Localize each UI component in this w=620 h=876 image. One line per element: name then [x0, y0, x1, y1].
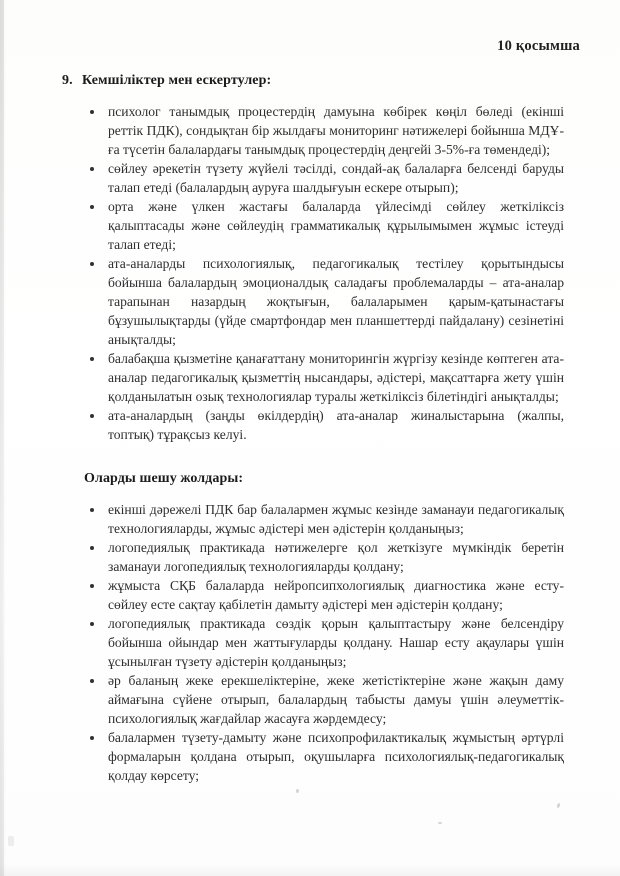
document-body — [62, 72, 564, 785]
list-item: ата-аналардың (заңды өкілдердің) ата-аналар жиналыстарына (жалпы, топтық) тұрақсыз келуі. — [84, 406, 564, 444]
list-item: жұмыста СҚБ балаларда нейропсипхологиялық диагностика және есту-сөйлеу есте сақтау қабілетін дамыту әдістері мен әдістерін қолдану; — [84, 576, 564, 614]
list-item: логопедиялық практикада нәтижелерге қол жеткізуге мүмкіндік беретін заманауи логопедиялық технологияларды қолдану; — [84, 538, 564, 576]
list-item: ата-аналарды психологиялық, педагогикалық тестілеу қорытындысы бойынша балалардың эмоционалдық саладағы проблемаларды – ата-аналар тарапынан назардың жоқтығын, балаларымен қарым-қатынастағы бұзушылықтарды (үйде смартфондар мен планшеттерді пайдалану) сезінетіні анықталды; — [84, 254, 564, 349]
list-item: балалармен түзету-дамыту және психопрофилактикалық жұмыстың әртүрлі формаларын қолдана отырып, оқушыларға психологиялық-педагогикалық қолдау көрсету; — [84, 728, 564, 785]
section-title: Оларды шешу жолдары: — [84, 471, 244, 487]
list-item: балабақша қызметіне қанағаттану мониторингін жүргізу кезінде көптеген ата-аналар педагогикалық қызметтің нысандары, әдістері, мақсаттарға жету үшін қолданылатын озық технологиялар туралы жеткіліксіз білетіндігі анықталды; — [84, 349, 564, 406]
list-item: екінші дәрежелі ПДК бар балалармен жұмыс кезінде заманауи педагогикалық технологияларды, жұмыс әдістері мен әдістерін қолданыңыз; — [84, 500, 564, 538]
list-item: сөйлеу әрекетін түзету жүйелі тәсілді, сондай-ақ балаларға белсенді баруды талап етеді (балалардың ауруға шалдығуын ескере отырып); — [84, 159, 564, 197]
section-title: Кемшіліктер мен ескертулер: — [82, 73, 272, 88]
list-item: логопедиялық практикада сөздік қорын қалыптастыру және белсендіру бойынша ойындар мен жаттығуларды қолдану. Нашар есту ақаулары үшін ұсынылған түзету әдістерін қолданыңыз; — [84, 614, 564, 671]
section-heading-solutions — [84, 470, 564, 488]
section-heading-shortcomings — [62, 72, 564, 90]
spacer — [62, 90, 564, 102]
list-item: психолог танымдық процестердің дамуына көбірек көңіл бөледі (екінші реттік ПДК), сондықтан бір жылдағы мониторинг нәтижелері бойынша МДҰ-ға түсетін балалардағы танымдық процестердің деңгейі 3-5%-ға төмендеді); — [84, 102, 564, 159]
shortcomings-list — [62, 102, 564, 445]
section-number: 9. — [62, 73, 73, 88]
scan-bottom-shadow-artifact — [0, 864, 620, 876]
scan-speck-artifact — [438, 822, 442, 824]
solutions-list — [62, 500, 564, 785]
spacer — [62, 488, 564, 500]
list-item: орта және үлкен жастағы балаларда үйлесімді сөйлеу жеткіліксіз қалыптасады және сөйлеудің грамматикалық құрылымымен жұмыс істеуді талап етеді; — [84, 197, 564, 254]
scan-speck-artifact — [296, 789, 299, 793]
appendix-header: 10 қосымша — [497, 38, 580, 54]
list-item: әр баланың жеке ерекшеліктеріне, жеке жетістіктеріне және жақын даму аймағына сүйене отырып, балалардың табысты дамуы үшін әлеуметтік-психологиялық жағдайлар жасауға жәрдемдесу; — [84, 671, 564, 728]
spacer — [62, 444, 564, 470]
scan-speck-artifact — [8, 836, 14, 846]
